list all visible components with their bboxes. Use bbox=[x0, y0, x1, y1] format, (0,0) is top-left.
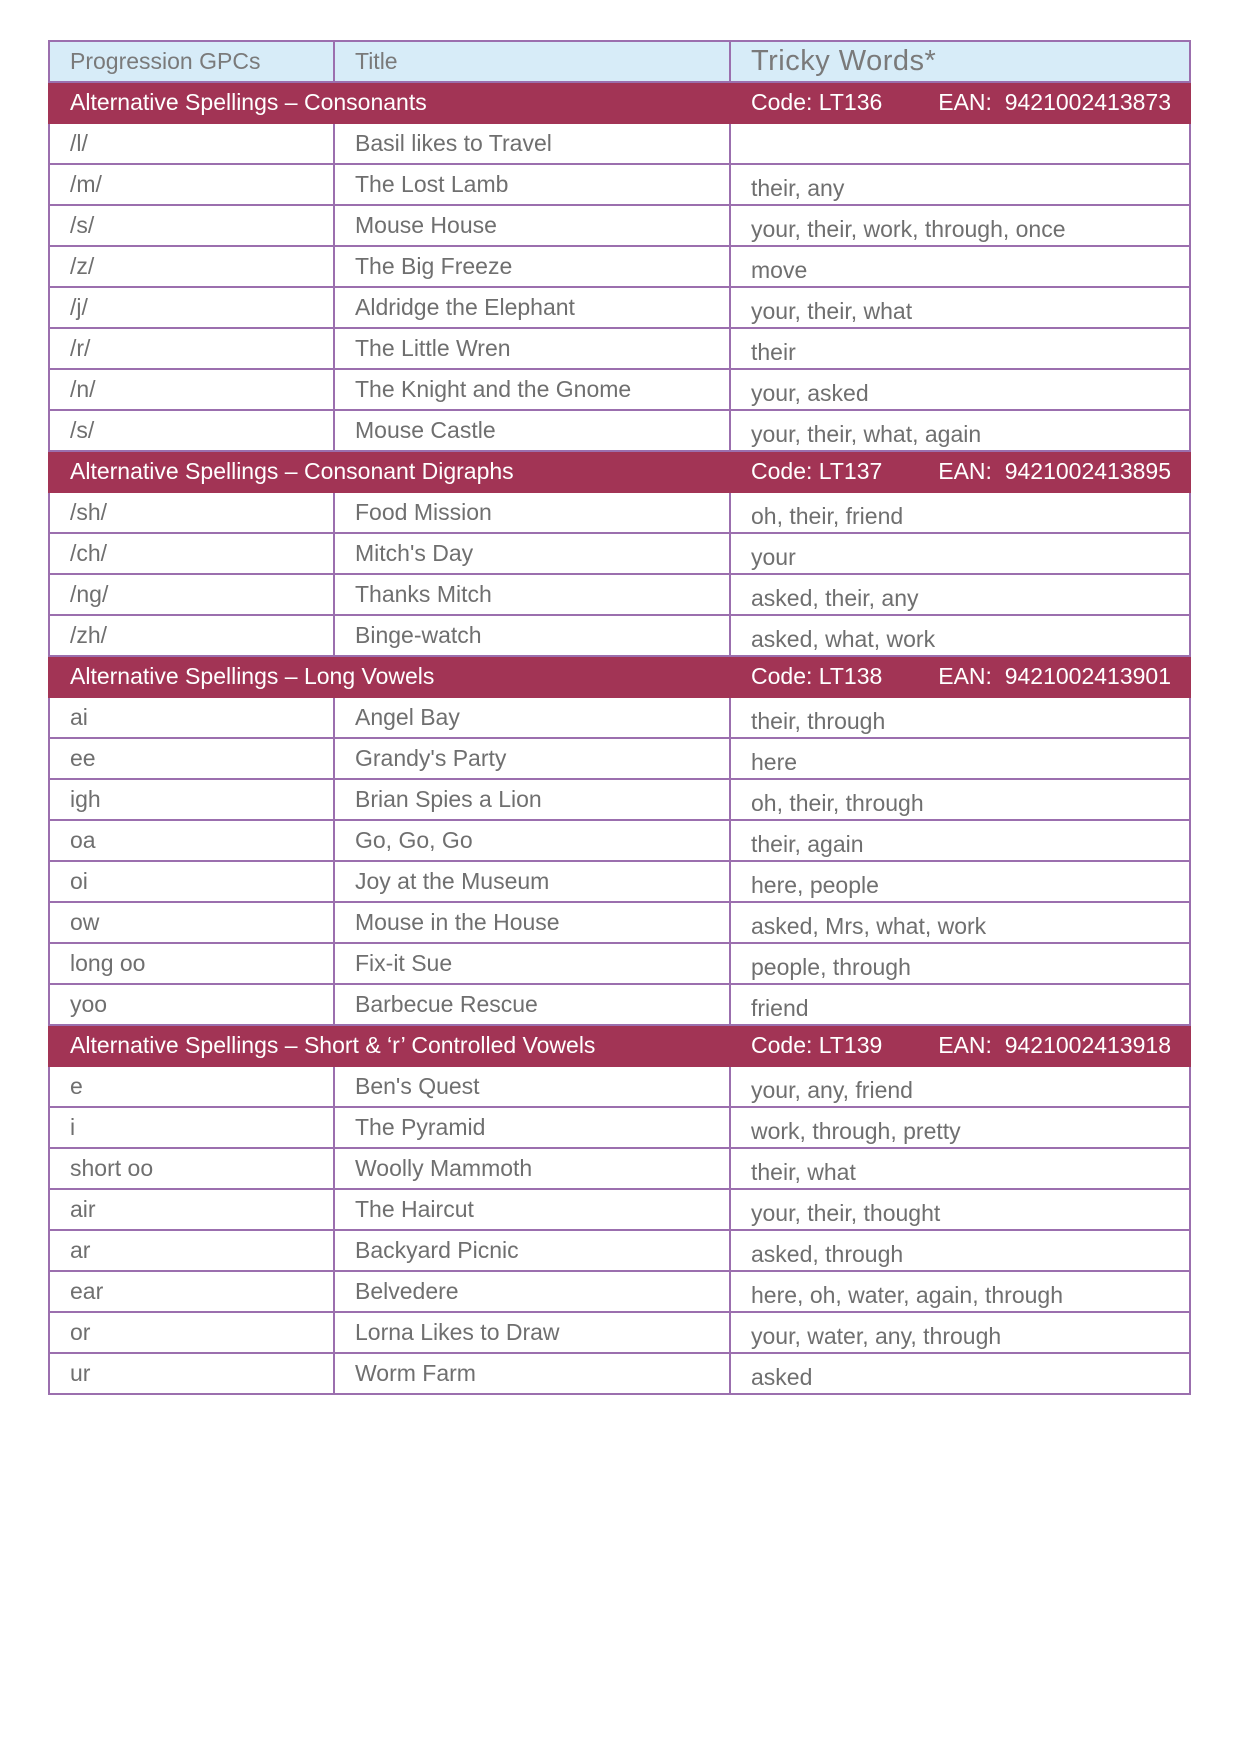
tricky-words-cell: your, their, what, again bbox=[730, 410, 1190, 451]
tricky-words-cell: your, their, what bbox=[730, 287, 1190, 328]
table-row bbox=[49, 1230, 1190, 1271]
book-title-cell: The Lost Lamb bbox=[334, 164, 730, 205]
gpc-cell: /s/ bbox=[49, 205, 334, 246]
tricky-words-cell: their bbox=[730, 328, 1190, 369]
section-title: Alternative Spellings – Consonant Digraphs bbox=[49, 451, 730, 492]
book-title-cell: Barbecue Rescue bbox=[334, 984, 730, 1025]
section-code-cell bbox=[730, 82, 1190, 123]
gpc-cell: /z/ bbox=[49, 246, 334, 287]
table-row bbox=[49, 779, 1190, 820]
section-title: Alternative Spellings – Consonants bbox=[49, 82, 730, 123]
ean-number: EAN: 9421002413918 bbox=[938, 1032, 1171, 1058]
table-row bbox=[49, 1107, 1190, 1148]
book-title-cell: Belvedere bbox=[334, 1271, 730, 1312]
table-row bbox=[49, 1148, 1190, 1189]
gpc-cell: ar bbox=[49, 1230, 334, 1271]
table-row bbox=[49, 123, 1190, 164]
table-row bbox=[49, 1312, 1190, 1353]
column-header-tricky-words: Tricky Words* bbox=[730, 41, 1190, 82]
tricky-words-cell: your, water, any, through bbox=[730, 1312, 1190, 1353]
tricky-words-cell: work, through, pretty bbox=[730, 1107, 1190, 1148]
book-title-cell: Joy at the Museum bbox=[334, 861, 730, 902]
product-code: Code: LT137 bbox=[751, 458, 883, 484]
table-row bbox=[49, 574, 1190, 615]
section-title: Alternative Spellings – Short & ‘r’ Controlled Vowels bbox=[49, 1025, 730, 1066]
gpc-cell: /j/ bbox=[49, 287, 334, 328]
table-row bbox=[49, 205, 1190, 246]
table-row bbox=[49, 492, 1190, 533]
tricky-words-cell: here bbox=[730, 738, 1190, 779]
gpc-cell: /l/ bbox=[49, 123, 334, 164]
tricky-words-cell: their, again bbox=[730, 820, 1190, 861]
tricky-words-cell: your, their, thought bbox=[730, 1189, 1190, 1230]
book-title-cell: Brian Spies a Lion bbox=[334, 779, 730, 820]
table-row bbox=[49, 861, 1190, 902]
tricky-words-cell: your bbox=[730, 533, 1190, 574]
gpc-cell: air bbox=[49, 1189, 334, 1230]
gpc-cell: /s/ bbox=[49, 410, 334, 451]
table-row bbox=[49, 902, 1190, 943]
gpc-cell: ur bbox=[49, 1353, 334, 1394]
gpc-cell: short oo bbox=[49, 1148, 334, 1189]
gpc-cell: /n/ bbox=[49, 369, 334, 410]
book-title-cell: Angel Bay bbox=[334, 697, 730, 738]
book-title-cell: The Knight and the Gnome bbox=[334, 369, 730, 410]
book-title-cell: Grandy's Party bbox=[334, 738, 730, 779]
book-title-cell: Mitch's Day bbox=[334, 533, 730, 574]
book-title-cell: Mouse House bbox=[334, 205, 730, 246]
tricky-words-cell: asked, their, any bbox=[730, 574, 1190, 615]
table-header-row bbox=[49, 41, 1190, 82]
section-title: Alternative Spellings – Long Vowels bbox=[49, 656, 730, 697]
gpc-cell: /ng/ bbox=[49, 574, 334, 615]
section-code-cell bbox=[730, 1025, 1190, 1066]
table-row bbox=[49, 1353, 1190, 1394]
table-row bbox=[49, 615, 1190, 656]
product-code: Code: LT136 bbox=[751, 89, 883, 115]
table-row bbox=[49, 1066, 1190, 1107]
table-row bbox=[49, 697, 1190, 738]
tricky-words-cell: your, any, friend bbox=[730, 1066, 1190, 1107]
book-title-cell: The Big Freeze bbox=[334, 246, 730, 287]
book-title-cell: The Little Wren bbox=[334, 328, 730, 369]
ean-number: EAN: 9421002413901 bbox=[938, 663, 1171, 689]
ean-number: EAN: 9421002413873 bbox=[938, 89, 1171, 115]
section-header-row bbox=[49, 1025, 1190, 1066]
gpc-cell: ai bbox=[49, 697, 334, 738]
gpc-cell: ow bbox=[49, 902, 334, 943]
tricky-words-cell: their, any bbox=[730, 164, 1190, 205]
gpc-cell: igh bbox=[49, 779, 334, 820]
book-title-cell: Woolly Mammoth bbox=[334, 1148, 730, 1189]
gpc-cell: oi bbox=[49, 861, 334, 902]
gpc-cell: oa bbox=[49, 820, 334, 861]
table-row bbox=[49, 246, 1190, 287]
tricky-words-cell: asked, through bbox=[730, 1230, 1190, 1271]
product-code: Code: LT139 bbox=[751, 1032, 883, 1058]
tricky-words-cell: asked bbox=[730, 1353, 1190, 1394]
tricky-words-cell: your, their, work, through, once bbox=[730, 205, 1190, 246]
book-title-cell: Ben's Quest bbox=[334, 1066, 730, 1107]
book-title-cell: Mouse in the House bbox=[334, 902, 730, 943]
gpc-cell: /ch/ bbox=[49, 533, 334, 574]
table-row bbox=[49, 984, 1190, 1025]
table-row bbox=[49, 820, 1190, 861]
gpc-cell: /m/ bbox=[49, 164, 334, 205]
book-title-cell: Thanks Mitch bbox=[334, 574, 730, 615]
gpc-cell: long oo bbox=[49, 943, 334, 984]
tricky-words-cell: people, through bbox=[730, 943, 1190, 984]
gpc-cell: ear bbox=[49, 1271, 334, 1312]
book-title-cell: Binge-watch bbox=[334, 615, 730, 656]
tricky-words-cell: their, through bbox=[730, 697, 1190, 738]
section-code-cell bbox=[730, 656, 1190, 697]
table-row bbox=[49, 1189, 1190, 1230]
tricky-words-cell: your, asked bbox=[730, 369, 1190, 410]
tricky-words-cell: asked, Mrs, what, work bbox=[730, 902, 1190, 943]
table-row bbox=[49, 943, 1190, 984]
gpc-cell: /zh/ bbox=[49, 615, 334, 656]
tricky-words-cell: friend bbox=[730, 984, 1190, 1025]
book-progression-table bbox=[48, 40, 1191, 1395]
section-header-row bbox=[49, 82, 1190, 123]
book-title-cell: Fix-it Sue bbox=[334, 943, 730, 984]
gpc-cell: i bbox=[49, 1107, 334, 1148]
tricky-words-cell: move bbox=[730, 246, 1190, 287]
column-header-gpcs: Progression GPCs bbox=[49, 41, 334, 82]
table-row bbox=[49, 1271, 1190, 1312]
book-title-cell: Mouse Castle bbox=[334, 410, 730, 451]
book-title-cell: Basil likes to Travel bbox=[334, 123, 730, 164]
gpc-cell: or bbox=[49, 1312, 334, 1353]
table-row bbox=[49, 738, 1190, 779]
book-title-cell: The Pyramid bbox=[334, 1107, 730, 1148]
product-code: Code: LT138 bbox=[751, 663, 883, 689]
book-title-cell: Backyard Picnic bbox=[334, 1230, 730, 1271]
table-row bbox=[49, 533, 1190, 574]
book-progression-table-page bbox=[48, 40, 1189, 1395]
tricky-words-cell: asked, what, work bbox=[730, 615, 1190, 656]
gpc-cell: ee bbox=[49, 738, 334, 779]
section-code-cell bbox=[730, 451, 1190, 492]
gpc-cell: /r/ bbox=[49, 328, 334, 369]
book-title-cell: Aldridge the Elephant bbox=[334, 287, 730, 328]
book-title-cell: Worm Farm bbox=[334, 1353, 730, 1394]
tricky-words-cell: oh, their, through bbox=[730, 779, 1190, 820]
gpc-cell: /sh/ bbox=[49, 492, 334, 533]
table-row bbox=[49, 164, 1190, 205]
book-title-cell: Food Mission bbox=[334, 492, 730, 533]
book-title-cell: Lorna Likes to Draw bbox=[334, 1312, 730, 1353]
ean-number: EAN: 9421002413895 bbox=[938, 458, 1171, 484]
book-title-cell: The Haircut bbox=[334, 1189, 730, 1230]
table-row bbox=[49, 410, 1190, 451]
book-title-cell: Go, Go, Go bbox=[334, 820, 730, 861]
tricky-words-cell: here, oh, water, again, through bbox=[730, 1271, 1190, 1312]
table-row bbox=[49, 369, 1190, 410]
section-header-row bbox=[49, 451, 1190, 492]
table-body bbox=[49, 82, 1190, 1394]
table-row bbox=[49, 328, 1190, 369]
column-header-title: Title bbox=[334, 41, 730, 82]
tricky-words-cell: their, what bbox=[730, 1148, 1190, 1189]
section-header-row bbox=[49, 656, 1190, 697]
gpc-cell: e bbox=[49, 1066, 334, 1107]
gpc-cell: yoo bbox=[49, 984, 334, 1025]
tricky-words-cell: oh, their, friend bbox=[730, 492, 1190, 533]
tricky-words-cell: here, people bbox=[730, 861, 1190, 902]
tricky-words-cell bbox=[730, 123, 1190, 164]
table-row bbox=[49, 287, 1190, 328]
